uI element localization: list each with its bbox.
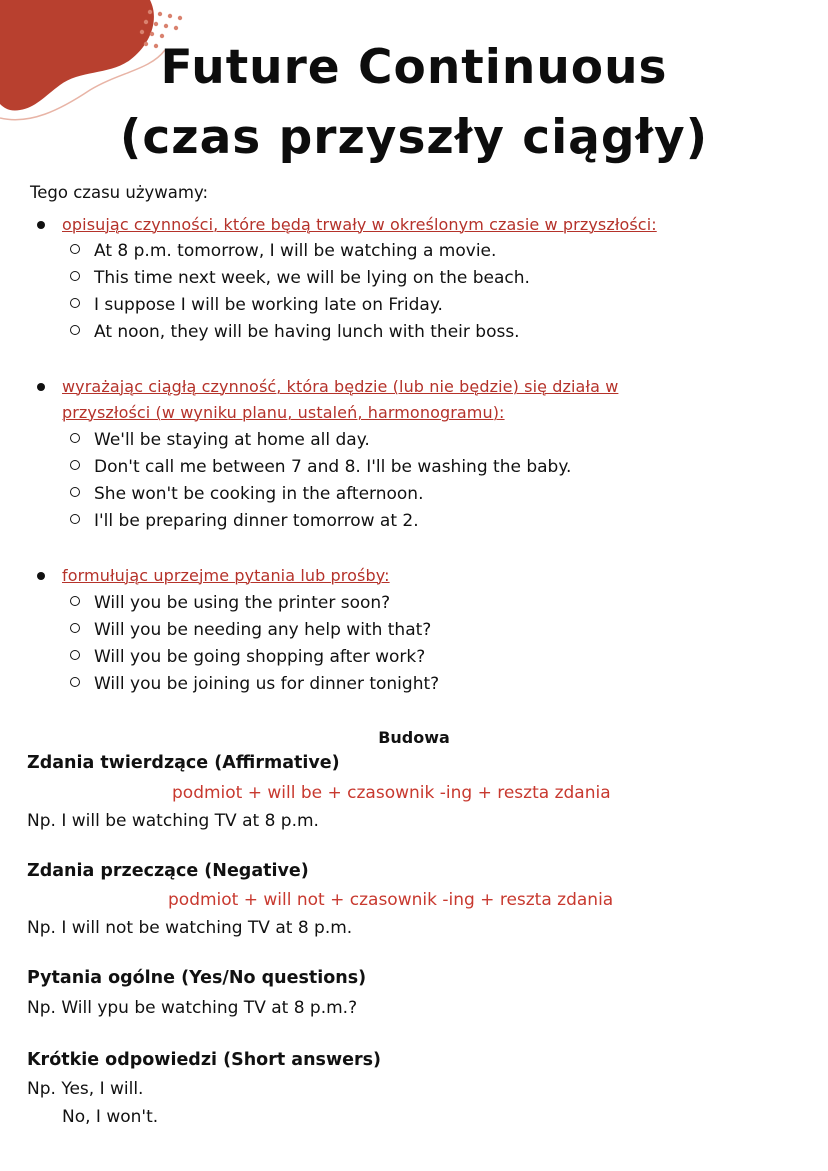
list-item [70,454,571,481]
example-text: At 8 p.m. tomorrow, I will be watching a movie. [94,241,497,261]
example-text: This time next week, we will be lying on the beach. [94,268,530,288]
circle-bullet-icon [70,298,80,308]
list-item [70,292,443,319]
list-item [70,508,419,535]
list-item [70,427,370,454]
negative-title: Zdania przeczące (Negative) [27,861,309,881]
circle-bullet-icon [70,244,80,254]
circle-bullet-icon [70,623,80,633]
list-item [70,644,425,671]
circle-bullet-icon [70,325,80,335]
use-heading-2-line2: przyszłości (w wyniku planu, ustaleń, harmonogramu): [62,403,505,422]
example-text: Don't call me between 7 and 8. I'll be washing the baby. [94,457,572,477]
list-item [70,590,390,617]
example-text: At noon, they will be having lunch with their boss. [94,322,520,342]
affirmative-formula: podmiot + will be + czasownik -ing + reszta zdania [172,783,611,803]
list-item [70,481,423,508]
example-text: I'll be preparing dinner tomorrow at 2. [94,511,419,531]
list-item [70,617,431,644]
circle-bullet-icon [70,433,80,443]
page-title-line2: (czas przyszły ciągły) [119,110,709,165]
circle-bullet-icon [70,677,80,687]
circle-bullet-icon [70,596,80,606]
list-item [70,265,530,292]
circle-bullet-icon [70,487,80,497]
bullet-dot-icon [37,383,45,391]
questions-title: Pytania ogólne (Yes/No questions) [27,968,367,988]
list-item [70,319,520,346]
example-text: Will you be needing any help with that? [94,620,432,640]
example-text: Will you be joining us for dinner tonight? [94,674,440,694]
short-answer-yes: Np. Yes, I will. [27,1079,144,1099]
use-heading-1: opisując czynności, które będą trwały w określonym czasie w przyszłości: [62,215,657,234]
structure-heading: Budowa [378,728,450,747]
circle-bullet-icon [70,514,80,524]
affirmative-example: Np. I will be watching TV at 8 p.m. [27,811,319,831]
short-answer-no: No, I won't. [62,1107,159,1127]
bullet-dot-icon [37,221,45,229]
affirmative-title: Zdania twierdzące (Affirmative) [27,753,340,773]
page-title-line1: Future Continuous [160,40,668,95]
example-text: We'll be staying at home all day. [94,430,370,450]
circle-bullet-icon [70,460,80,470]
negative-example: Np. I will not be watching TV at 8 p.m. [27,918,353,938]
bullet-dot-icon [37,572,45,580]
short-answers-title: Krótkie odpowiedzi (Short answers) [27,1050,382,1070]
example-text: I suppose I will be working late on Friday. [94,295,443,315]
example-text: She won't be cooking in the afternoon. [94,484,424,504]
circle-bullet-icon [70,650,80,660]
negative-formula: podmiot + will not + czasownik -ing + reszta zdania [168,890,614,910]
intro-text: Tego czasu używamy: [30,183,209,202]
example-text: Will you be going shopping after work? [94,647,426,667]
questions-example: Np. Will ypu be watching TV at 8 p.m.? [27,998,358,1018]
use-heading-3: formułując uprzejme pytania lub prośby: [62,566,390,585]
use-heading-2-line1: wyrażając ciągłą czynność, która będzie (lub nie będzie) się działa w [62,377,619,396]
list-item [70,238,496,265]
example-text: Will you be using the printer soon? [94,593,391,613]
circle-bullet-icon [70,271,80,281]
list-item [70,671,439,698]
